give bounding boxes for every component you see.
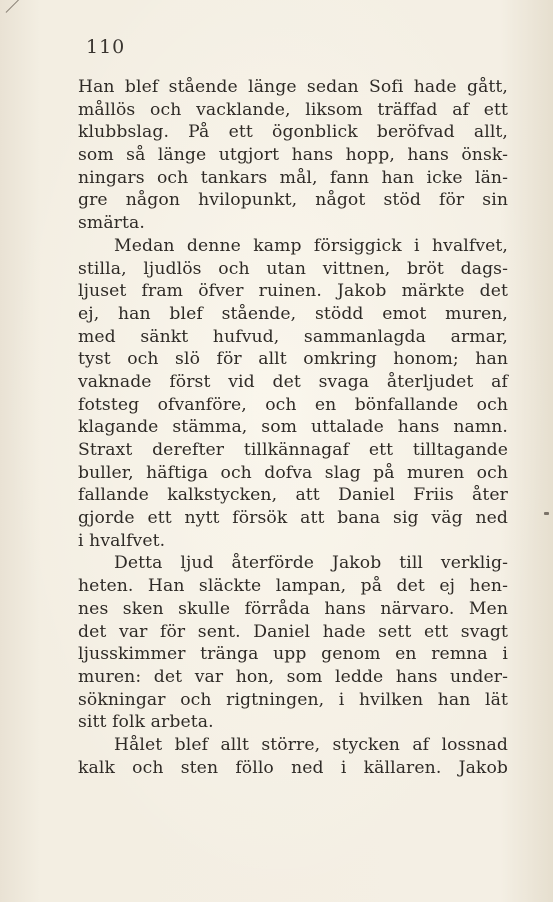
text-line: muren: det var hon, som ledde hans under- <box>78 666 508 687</box>
text-line: stilla, ljudlös och utan vittnen, bröt dags- <box>78 258 508 279</box>
text-line: vaknade först vid det svaga återljudet af <box>78 371 508 392</box>
text-line: Hålet blef allt större, stycken af lossnad <box>114 734 508 755</box>
text-line: Straxt derefter tillkännagaf ett tilltagande <box>78 440 508 460</box>
text-line: i hvalfvet. <box>78 530 166 551</box>
text-line: Medan denne kamp försiggick i hvalfvet, <box>114 235 508 256</box>
text-line: ljuset fram öfver ruinen. Jakob märkte det <box>78 281 508 302</box>
text-line: med sänkt hufvud, sammanlagda armar, <box>78 326 508 347</box>
text-line: buller, häftiga och dofva slag på muren och <box>78 462 508 483</box>
text-line: ej, han blef stående, stödd emot muren, <box>78 303 508 324</box>
text-line: gre någon hvilopunkt, något stöd för sin <box>78 190 508 211</box>
text-line: fotsteg ofvanföre, och en bönfallande och <box>78 394 508 415</box>
text-line: ljusskimmer tränga upp genom en remna i <box>78 644 508 665</box>
page-number: 110 <box>86 36 126 58</box>
text-line: tyst och slö för allt omkring honom; han <box>78 349 508 370</box>
paper-speck <box>544 512 549 515</box>
pencil-mark <box>6 0 22 14</box>
text-line: Detta ljud återförde Jakob till verklig- <box>114 553 508 574</box>
text-line: heten. Han släckte lampan, på det ej hen- <box>78 576 508 597</box>
text-line: ningars och tankars mål, fann han icke län- <box>78 167 508 188</box>
text-line: klubbslag. På ett ögonblick beröfvad allt, <box>78 122 508 143</box>
text-line: smärta. <box>78 213 145 234</box>
text-line: fallande kalkstycken, att Daniel Friis åter <box>78 485 508 506</box>
text-line: kalk och sten föllo ned i källaren. Jakob <box>78 757 508 778</box>
text-line: nes sken skulle förråda hans närvaro. Men <box>78 598 508 619</box>
text-line: mållös och vacklande, liksom träffad af ett <box>78 99 508 120</box>
text-line: gjorde ett nytt försök att bana sig väg ned <box>78 508 508 529</box>
text-line: sitt folk arbeta. <box>78 712 214 733</box>
text-line: sökningar och rigtningen, i hvilken han lät <box>78 689 508 710</box>
text-line: klagande stämma, som uttalade hans namn. <box>78 417 508 438</box>
text-line: som så länge utgjort hans hopp, hans önsk- <box>78 145 508 166</box>
body-text <box>78 76 508 779</box>
text-line: Han blef stående länge sedan Sofi hade gått, <box>78 77 508 97</box>
text-line: det var för sent. Daniel hade sett ett svagt <box>78 621 508 642</box>
